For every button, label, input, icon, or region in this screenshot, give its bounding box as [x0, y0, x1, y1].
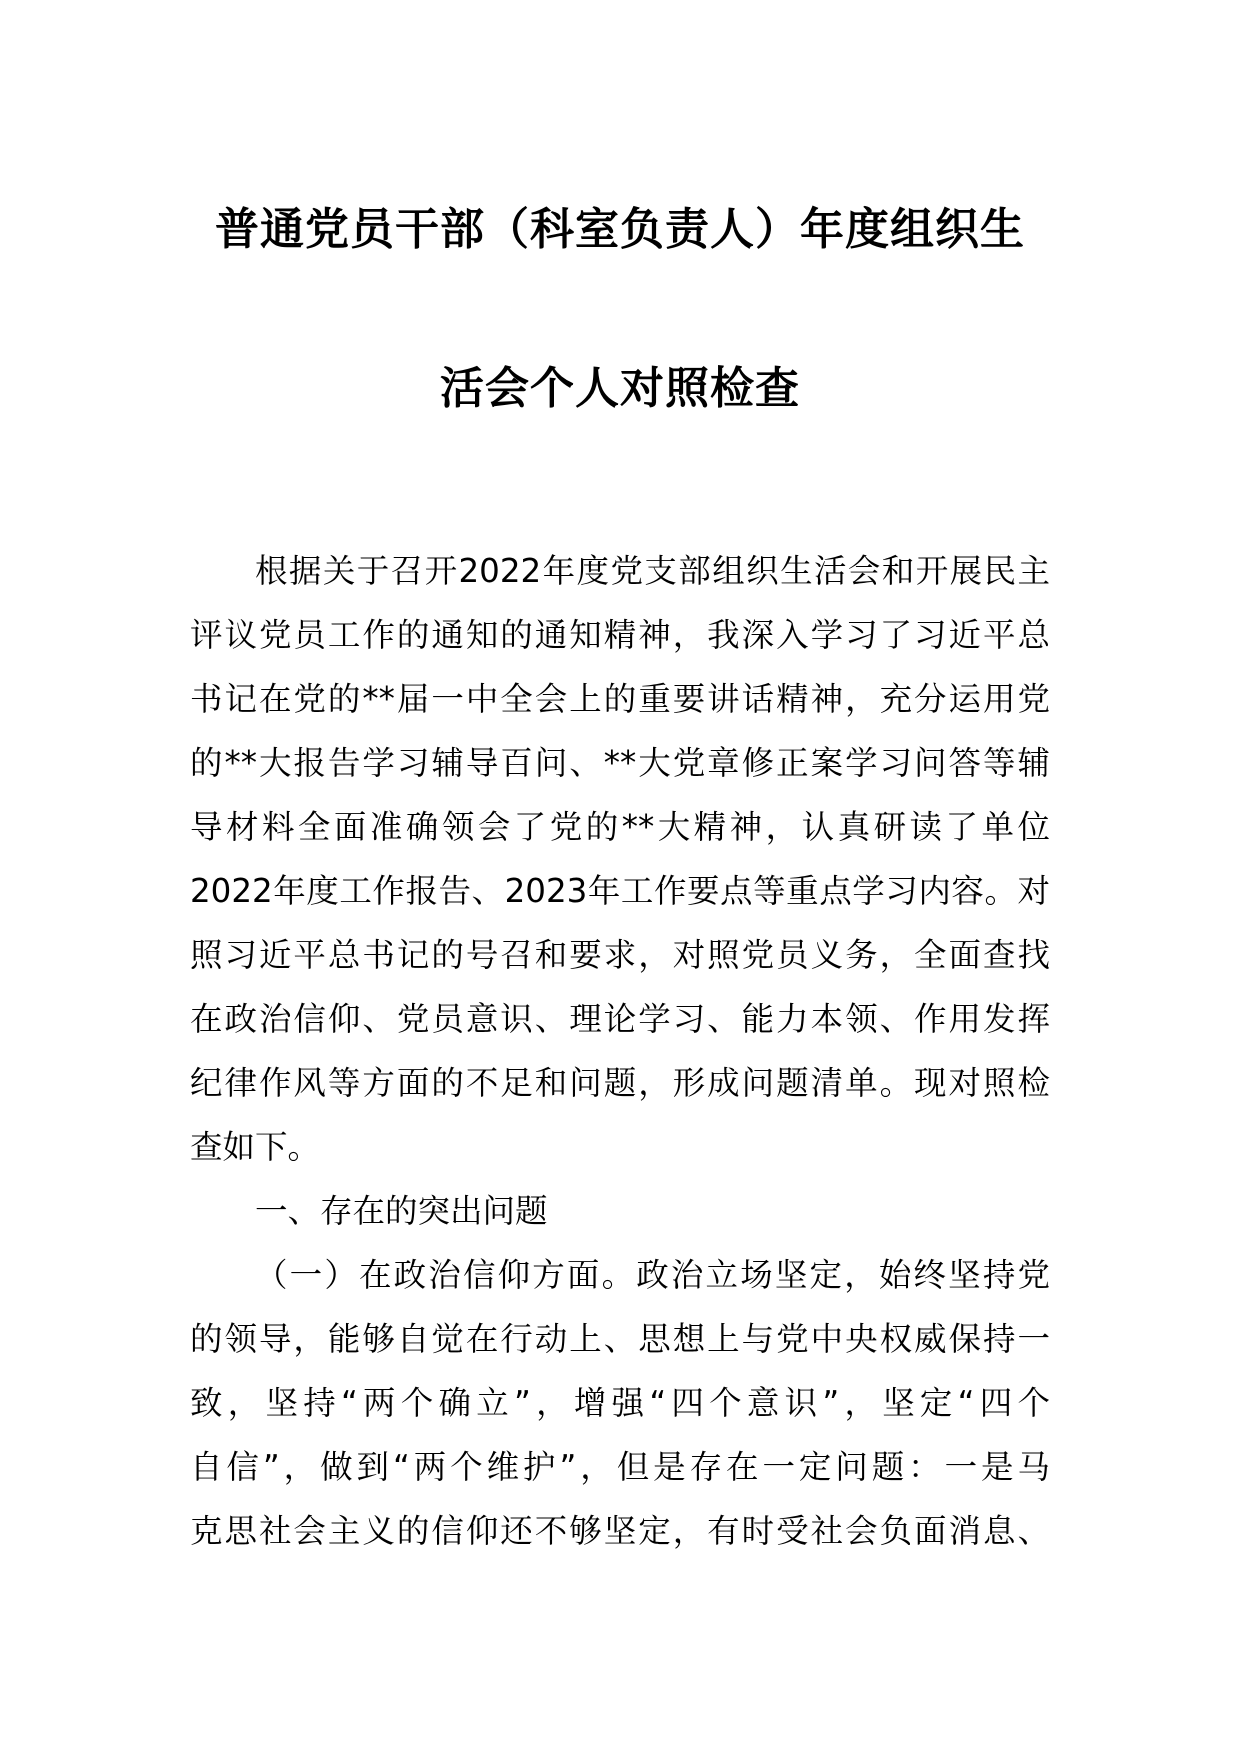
paragraph-line: 在政治信仰、党员意识、理论学习、能力本领、作用发挥: [190, 1000, 1050, 1038]
paragraph-line: 评议党员工作的通知的通知精神，我深入学习了习近平总: [190, 616, 1050, 654]
paragraph-line: 查如下。: [190, 1128, 321, 1166]
paragraph-line: 导材料全面准确领会了党的**大精神，认真研读了单位: [190, 808, 1050, 846]
paragraph-line: （一）在政治信仰方面。政治立场坚定，始终坚持党: [255, 1256, 1050, 1294]
paragraph-line: 自信”，做到“两个维护”，但是存在一定问题：一是马: [190, 1448, 1050, 1486]
paragraph-line: 的**大报告学习辅导百问、**大党章修正案学习问答等辅: [190, 744, 1050, 782]
section-heading: 一、存在的突出问题: [255, 1192, 548, 1230]
paragraph-line: 根据关于召开2022年度党支部组织生活会和开展民主: [255, 552, 1050, 590]
paragraph-line: 克思社会主义的信仰还不够坚定，有时受社会负面消息、: [190, 1512, 1050, 1550]
document-title-line-1: 普通党员干部（科室负责人）年度组织生: [215, 204, 1025, 255]
paragraph-line: 致，坚持“两个确立”，增强“四个意识”，坚定“四个: [190, 1384, 1050, 1422]
paragraph-line: 书记在党的**届一中全会上的重要讲话精神，充分运用党: [190, 680, 1050, 718]
paragraph-line: 的领导，能够自觉在行动上、思想上与党中央权威保持一: [190, 1320, 1050, 1358]
paragraph-line: 照习近平总书记的号召和要求，对照党员义务，全面查找: [190, 936, 1050, 974]
paragraph-line: 2022年度工作报告、2023年工作要点等重点学习内容。对: [190, 872, 1050, 910]
document-title-line-2: 活会个人对照检查: [440, 363, 800, 414]
paragraph-line: 纪律作风等方面的不足和问题，形成问题清单。现对照检: [190, 1064, 1050, 1102]
